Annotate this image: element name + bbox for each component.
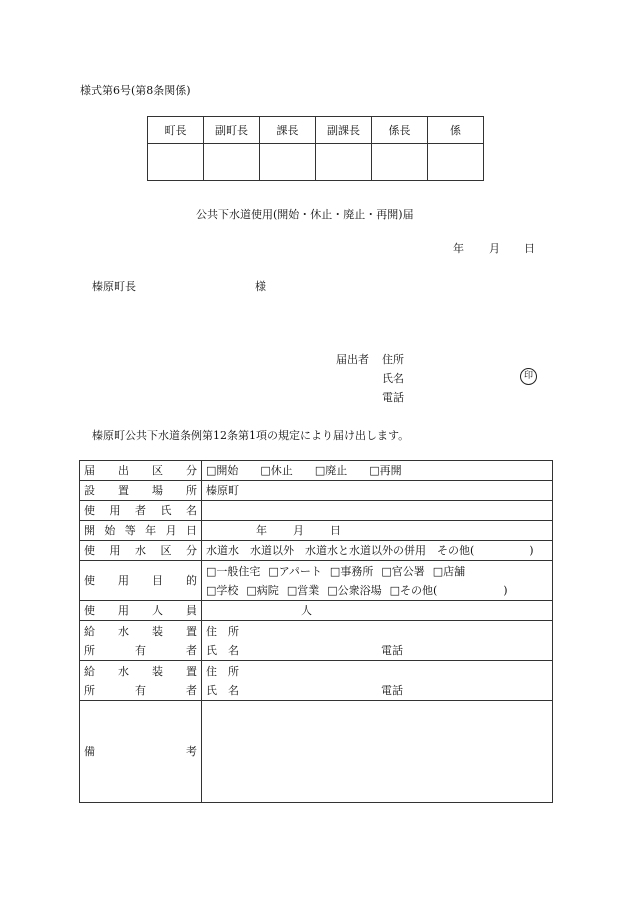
table-row	[80, 501, 553, 521]
approval-stamp-cell[interactable]	[148, 144, 204, 181]
start-day-label: 日	[330, 524, 341, 537]
purpose-option-government[interactable]: □官公署	[381, 564, 425, 578]
applicant-address-label: 住所	[382, 353, 404, 366]
purpose-option-hospital[interactable]: □病院	[246, 583, 279, 597]
owner2-phone-label: 電話	[381, 683, 403, 697]
owner2-label-bottom: 所 有 者	[84, 683, 197, 697]
approval-header-cell: 係長	[372, 117, 428, 144]
purpose-option-store[interactable]: □店舗	[432, 564, 466, 578]
owner2-address-label: 住 所	[206, 664, 239, 678]
applicant-label: 届出者	[336, 353, 369, 366]
purpose-option-business[interactable]: □営業	[286, 583, 320, 597]
remarks-field[interactable]	[202, 701, 553, 803]
row-label	[80, 601, 202, 621]
approval-stamp-cell[interactable]	[372, 144, 428, 181]
approval-header-cell: 係	[428, 117, 484, 144]
owner1-address-label: 住 所	[206, 624, 239, 638]
purpose-line-2	[206, 581, 548, 600]
purpose-label: 使 用 目 的	[84, 574, 197, 587]
purpose-option-house[interactable]: □一般住宅	[206, 564, 261, 578]
owner2-field[interactable]	[202, 661, 553, 701]
addressee-honorific: 様	[255, 280, 266, 293]
row-label	[80, 521, 202, 541]
table-row	[80, 521, 553, 541]
location-field[interactable]: 榛原町	[202, 481, 553, 501]
owner2-label-top: 給 水 装 置	[84, 664, 197, 678]
notice-option-abolish[interactable]: □廃止	[314, 464, 348, 477]
start-date-label: 開 始 等 年 月 日	[84, 524, 197, 537]
addressee-name: 榛原町長	[92, 280, 136, 293]
users-field[interactable]	[202, 601, 553, 621]
table-row	[80, 481, 553, 501]
users-unit: 人	[301, 604, 312, 617]
table-row	[80, 701, 553, 803]
date-day-label: 日	[524, 242, 535, 255]
approval-stamp-cell[interactable]	[316, 144, 372, 181]
intro-text: 榛原町公共下水道条例第12条第1項の規定により届け出します。	[92, 429, 410, 442]
purpose-option-school[interactable]: □学校	[206, 583, 239, 597]
approval-header-cell: 副町長	[204, 117, 260, 144]
location-label: 設 置 場 所	[84, 484, 197, 497]
row-label	[80, 541, 202, 561]
notice-type-field[interactable]	[202, 461, 553, 481]
owner1-label-bottom: 所 有 者	[84, 643, 197, 657]
purpose-option-apartment[interactable]: □アパート	[268, 564, 322, 578]
owner1-name-row	[206, 641, 548, 660]
water-type-label: 使 用 水 区 分	[84, 544, 197, 557]
start-date-field[interactable]	[202, 521, 553, 541]
start-month-label: 月	[293, 524, 304, 537]
user-name-field[interactable]	[202, 501, 553, 521]
user-name-label: 使 用 者 氏 名	[84, 504, 197, 517]
approval-header-cell: 町長	[148, 117, 204, 144]
purpose-line-1	[206, 562, 548, 581]
owner1-phone-label: 電話	[381, 643, 403, 657]
notice-option-suspend[interactable]: □休止	[260, 464, 293, 477]
purpose-option-office[interactable]: □事務所	[329, 564, 374, 578]
seal-icon: 印	[520, 368, 537, 385]
row-label	[80, 621, 202, 661]
approval-header-cell: 課長	[260, 117, 316, 144]
approval-stamp-cell[interactable]	[260, 144, 316, 181]
approval-stamp-table	[147, 116, 484, 181]
applicant-name-label: 氏名	[382, 372, 404, 385]
applicant-phone-label: 電話	[382, 391, 404, 404]
notice-type-label: 届 出 区 分	[84, 464, 197, 477]
approval-header-cell: 副課長	[316, 117, 372, 144]
approval-stamp-cell[interactable]	[204, 144, 260, 181]
row-label	[80, 661, 202, 701]
form-title: 公共下水道使用(開始・休止・廃止・再開)届	[196, 208, 414, 221]
remarks-label: 備 考	[84, 745, 197, 758]
owner1-name-label: 氏 名	[206, 643, 239, 657]
table-row	[80, 541, 553, 561]
purpose-field[interactable]	[202, 561, 553, 601]
owner2-name-row	[206, 681, 548, 700]
row-label	[80, 561, 202, 601]
date-year-label: 年	[453, 242, 464, 255]
owner1-field[interactable]	[202, 621, 553, 661]
owner1-label-top: 給 水 装 置	[84, 624, 197, 638]
users-label: 使 用 人 員	[84, 604, 197, 617]
table-row	[80, 661, 553, 701]
table-row	[80, 461, 553, 481]
purpose-option-bathhouse[interactable]: □公衆浴場	[327, 583, 382, 597]
notice-option-resume[interactable]: □再開	[369, 464, 402, 477]
row-label	[80, 701, 202, 803]
row-label	[80, 501, 202, 521]
table-row	[80, 561, 553, 601]
row-label	[80, 461, 202, 481]
approval-stamp-cell[interactable]	[428, 144, 484, 181]
row-label	[80, 481, 202, 501]
application-form-table	[79, 460, 553, 803]
notice-option-start[interactable]: □開始	[206, 464, 239, 477]
purpose-option-other[interactable]: □その他( )	[389, 583, 508, 597]
form-number: 様式第6号(第8条関係)	[80, 84, 191, 97]
start-year-label: 年	[256, 524, 267, 537]
water-type-field[interactable]: 水道水 水道以外 水道水と水道以外の併用 その他( )	[202, 541, 553, 561]
table-row	[80, 621, 553, 661]
table-row	[80, 601, 553, 621]
date-month-label: 月	[489, 242, 500, 255]
owner2-name-label: 氏 名	[206, 683, 239, 697]
